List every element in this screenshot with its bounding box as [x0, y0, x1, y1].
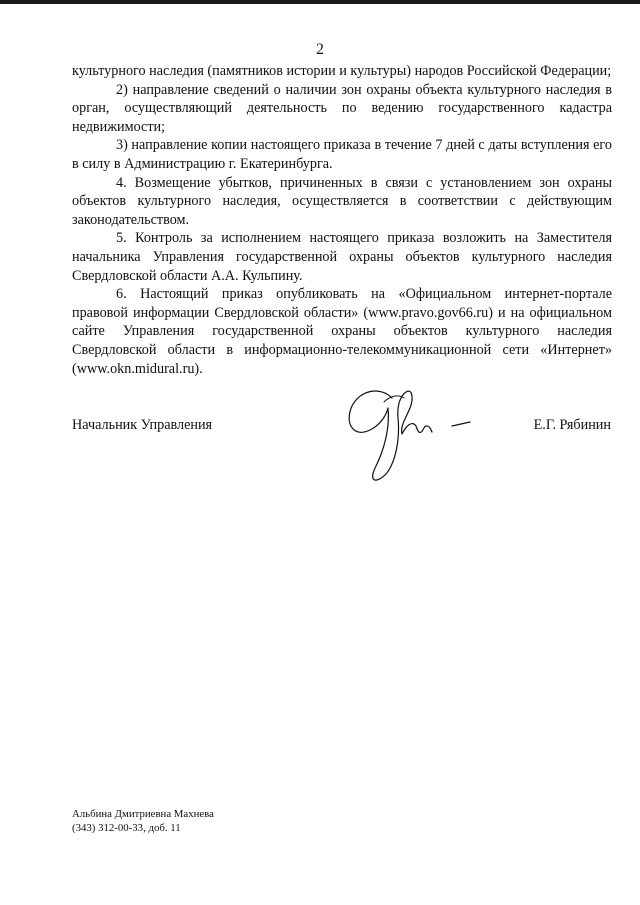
paragraph-item-2: 2) направление сведений о наличии зон охраны объекта культурного наследия в орган, осуществляющий деятельность по ведению государственного кадастра недвижимости;: [72, 81, 612, 135]
paragraph-clause-4: 4. Возмещение убытков, причиненных в связи с установлением зон охраны объектов культурного наследия, осуществляется в соответствии с действующим законодательством.: [72, 174, 612, 228]
page-top-edge: [0, 0, 640, 4]
executor-name: Альбина Дмитриевна Махнева: [72, 808, 214, 820]
paragraph-continuation: культурного наследия (памятников истории и культуры) народов Российской Федерации;: [72, 63, 612, 79]
signer-name: Е.Г. Рябинин: [533, 417, 611, 433]
paragraph-clause-6: 6. Настоящий приказ опубликовать на «Официальном интернет-портале правовой информации Свердловской области» (www.pravo.gov66.ru) и на официальном сайте Управления государственной охраны объектов культурного наследия Свердловской области в информационно-телекоммуникационной сети «Интернет» (www.okn.midural.ru).: [72, 286, 612, 377]
document-body: [72, 62, 612, 378]
executor-phone: (343) 312-00-33, доб. 11: [72, 822, 181, 834]
executor-contact: [72, 807, 214, 835]
handwritten-signature: [340, 378, 480, 488]
paragraph-item-3: 3) направление копии настоящего приказа в течение 7 дней с даты вступления его в силу в Администрацию г. Екатеринбурга.: [72, 137, 612, 172]
page-number: 2: [316, 41, 324, 58]
signatory-position: Начальник Управления: [72, 417, 213, 433]
paragraph-clause-5: 5. Контроль за исполнением настоящего приказа возложить на Заместителя начальника Управления государственной охраны объектов культурного наследия Свердловской области А.А. Кульпину.: [72, 230, 612, 284]
